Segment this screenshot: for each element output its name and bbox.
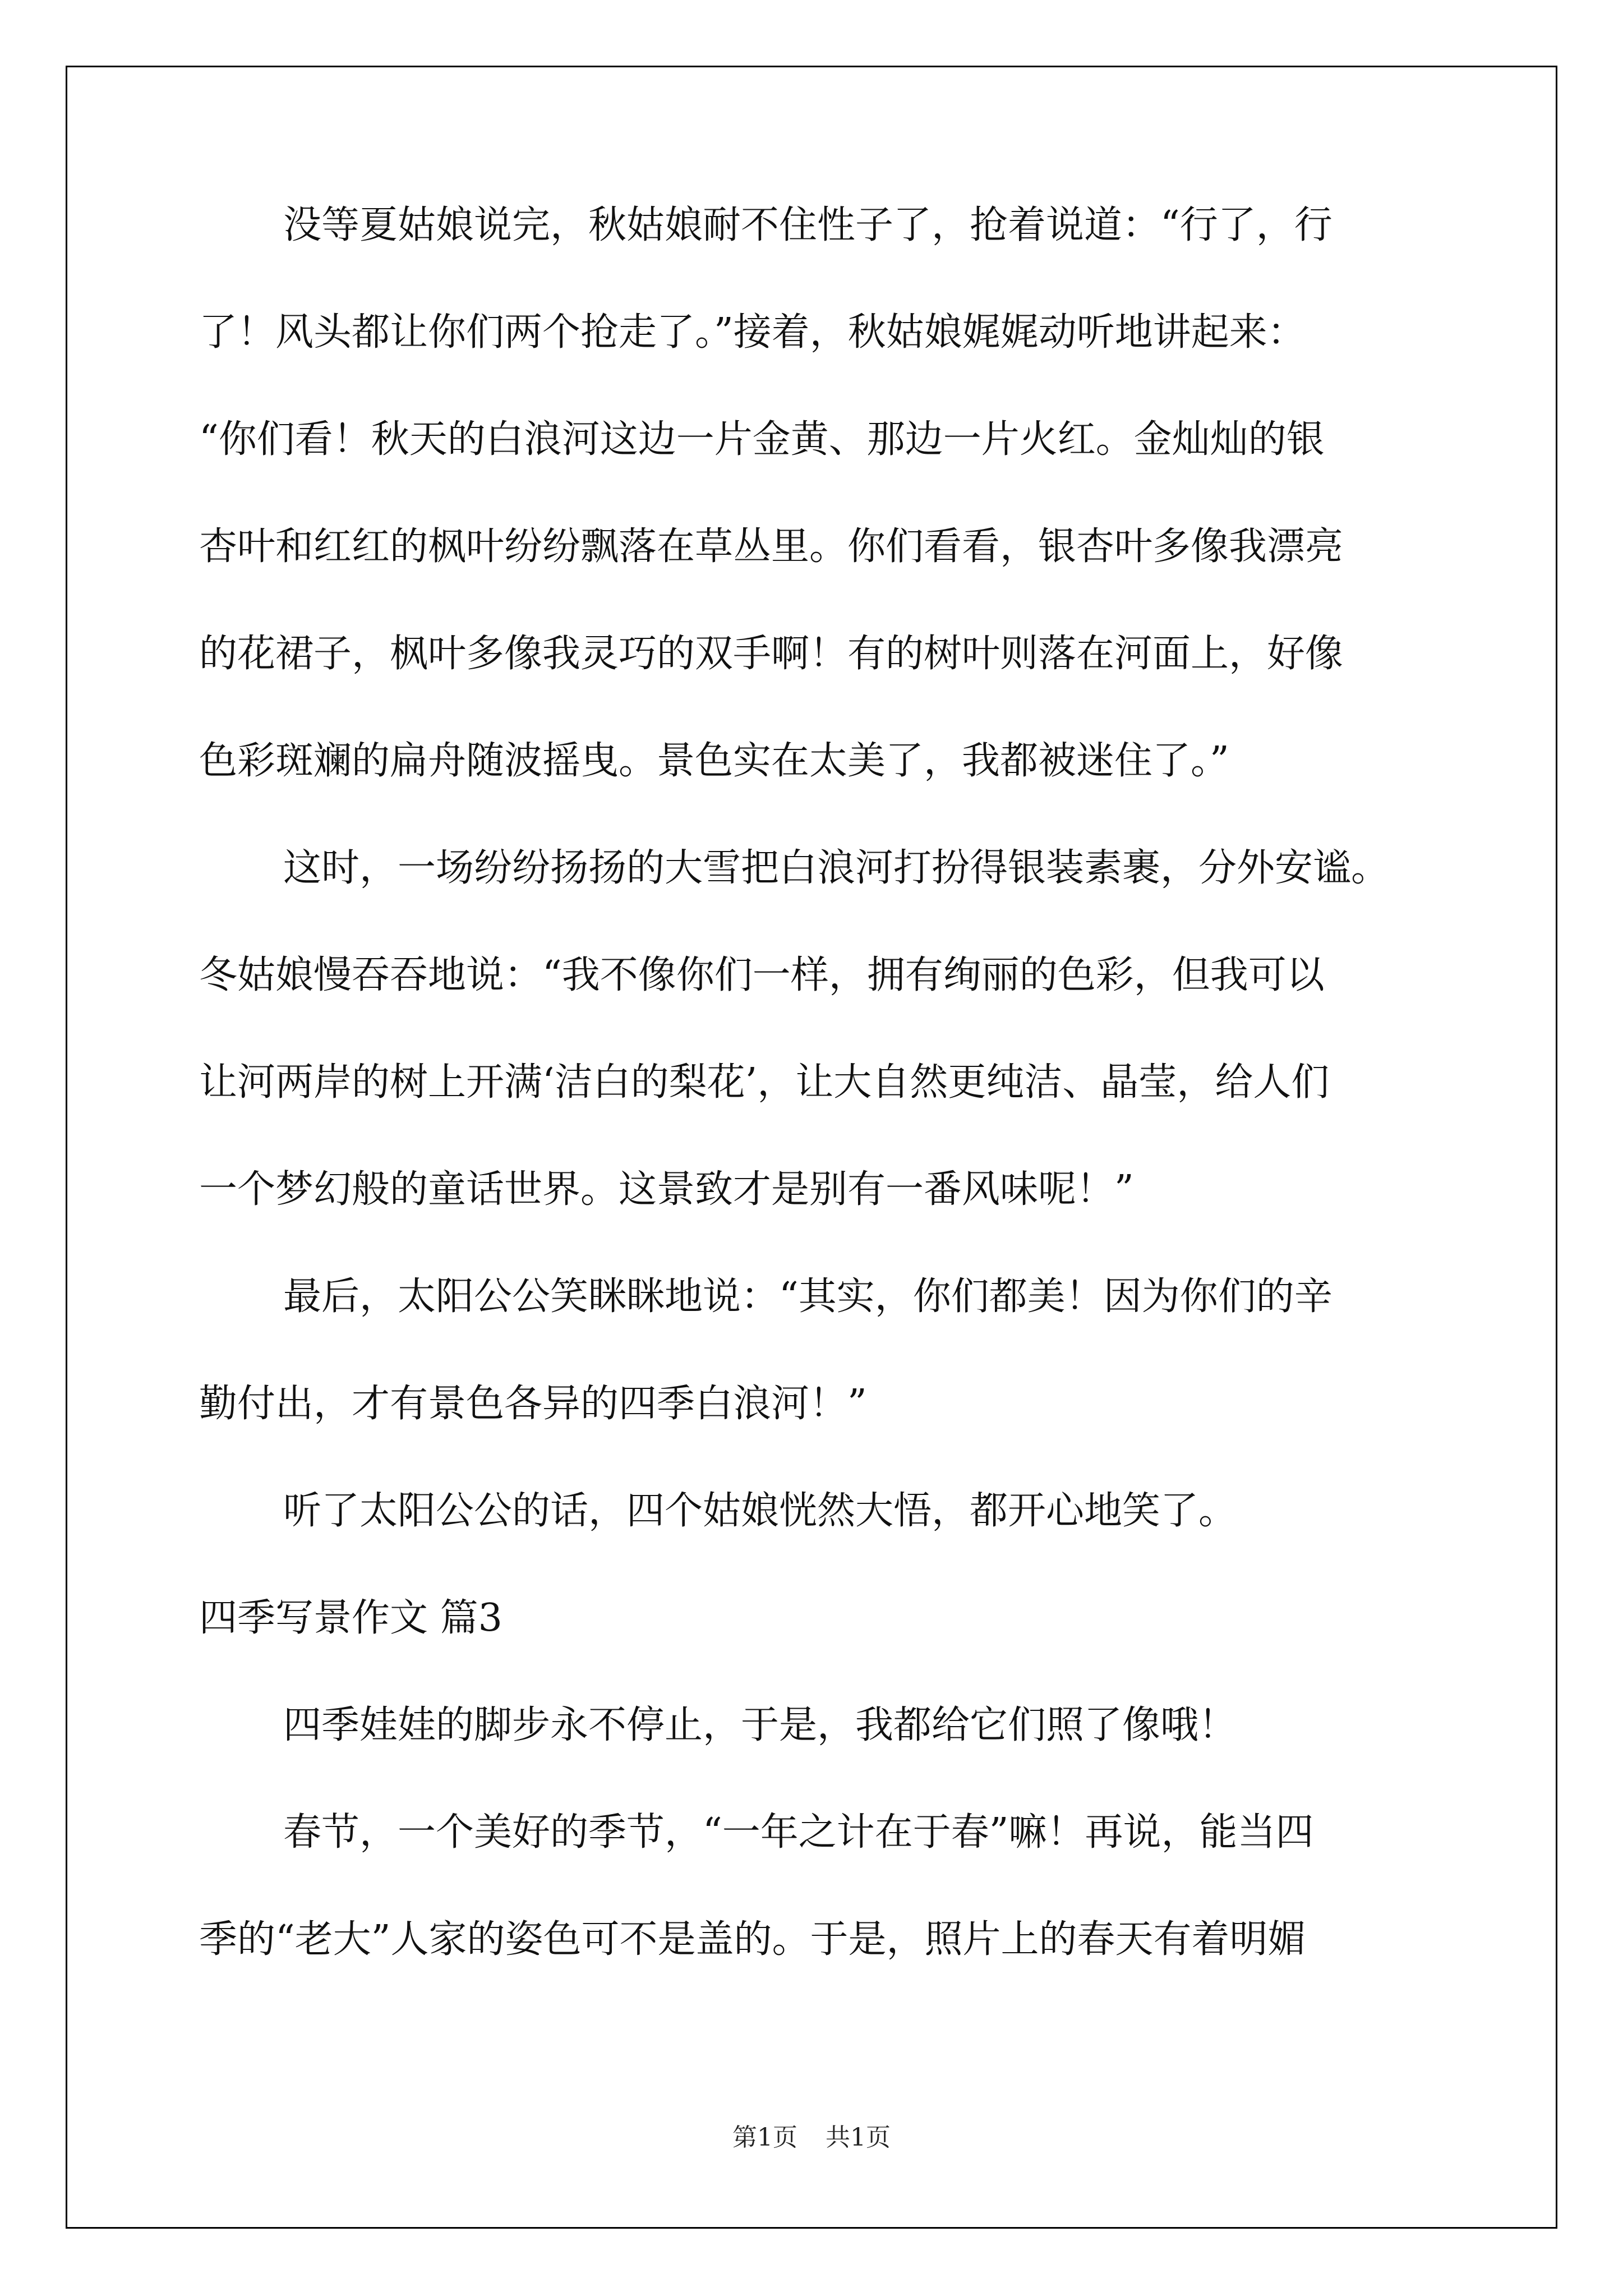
text-line — [199, 1596, 1433, 1706]
text-line — [199, 310, 1433, 421]
text-line — [199, 1060, 1433, 1171]
text-line-content: “你们看！秋天的白浪河这边一片金黄、那边一片火红。金灿灿的银 — [199, 417, 1325, 462]
text-line — [199, 524, 1433, 635]
text-line-content: 没等夏姑娘说完，秋姑娘耐不住性子了，抢着说道：“行了，行 — [283, 203, 1332, 247]
text-line-content: 最后，太阳公公笑眯眯地说：“其实，你们都美！因为你们的辛 — [283, 1274, 1332, 1319]
text-line — [199, 417, 1433, 528]
text-line-content: 四季写景作文 篇3 — [199, 1596, 502, 1640]
text-line — [199, 1489, 1433, 1599]
page-number: 第1页 — [732, 2123, 797, 2152]
text-line-content: 勤付出，才有景色各异的四季白浪河！” — [199, 1382, 867, 1426]
text-line — [199, 203, 1433, 314]
text-line — [199, 1810, 1433, 1921]
text-line — [199, 1382, 1433, 1492]
text-line-content: 这时，一场纷纷扬扬的大雪把白浪河打扮得银装素裹，分外安谧。 — [283, 846, 1390, 890]
text-line — [199, 632, 1433, 742]
text-line-content: 冬姑娘慢吞吞地说：“我不像你们一样，拥有绚丽的色彩，但我可以 — [199, 953, 1325, 997]
text-line — [199, 1167, 1433, 1278]
page-footer — [0, 2117, 1623, 2153]
text-line-content: 四季娃娃的脚步永不停止，于是，我都给它们照了像哦！ — [283, 1703, 1237, 1747]
text-line — [199, 846, 1433, 956]
text-line-content: 的花裙子，枫叶多像我灵巧的双手啊！有的树叶则落在河面上，好像 — [199, 632, 1344, 676]
text-line — [199, 1703, 1433, 1814]
text-line-content: 杏叶和红红的枫叶纷纷飘落在草丛里。你们看看，银杏叶多像我漂亮 — [199, 524, 1344, 569]
text-line — [199, 1917, 1433, 2028]
text-line-content: 了！风头都让你们两个抢走了。”接着，秋姑娘娓娓动听地讲起来： — [199, 310, 1306, 355]
page-total: 共1页 — [826, 2123, 891, 2152]
text-line — [199, 1274, 1433, 1385]
text-line-content: 一个梦幻般的童话世界。这景致才是别有一番风味呢！” — [199, 1167, 1134, 1212]
text-line-content: 春节，一个美好的季节，“一年之计在于春”嘛！再说，能当四 — [283, 1810, 1314, 1855]
text-line-content: 季的“老大”人家的姿色可不是盖的。于是，照片上的春天有着明媚 — [199, 1917, 1306, 1962]
text-line — [199, 953, 1433, 1064]
text-line-content: 色彩斑斓的扁舟随波摇曳。景色实在太美了，我都被迷住了。” — [199, 739, 1229, 783]
document-body — [199, 203, 1433, 2028]
text-line-content: 听了太阳公公的话，四个姑娘恍然大悟，都开心地笑了。 — [283, 1489, 1237, 1533]
text-line — [199, 739, 1433, 849]
text-line-content: 让河两岸的树上开满‘洁白的梨花’，让大自然更纯洁、晶莹，给人们 — [199, 1060, 1330, 1105]
